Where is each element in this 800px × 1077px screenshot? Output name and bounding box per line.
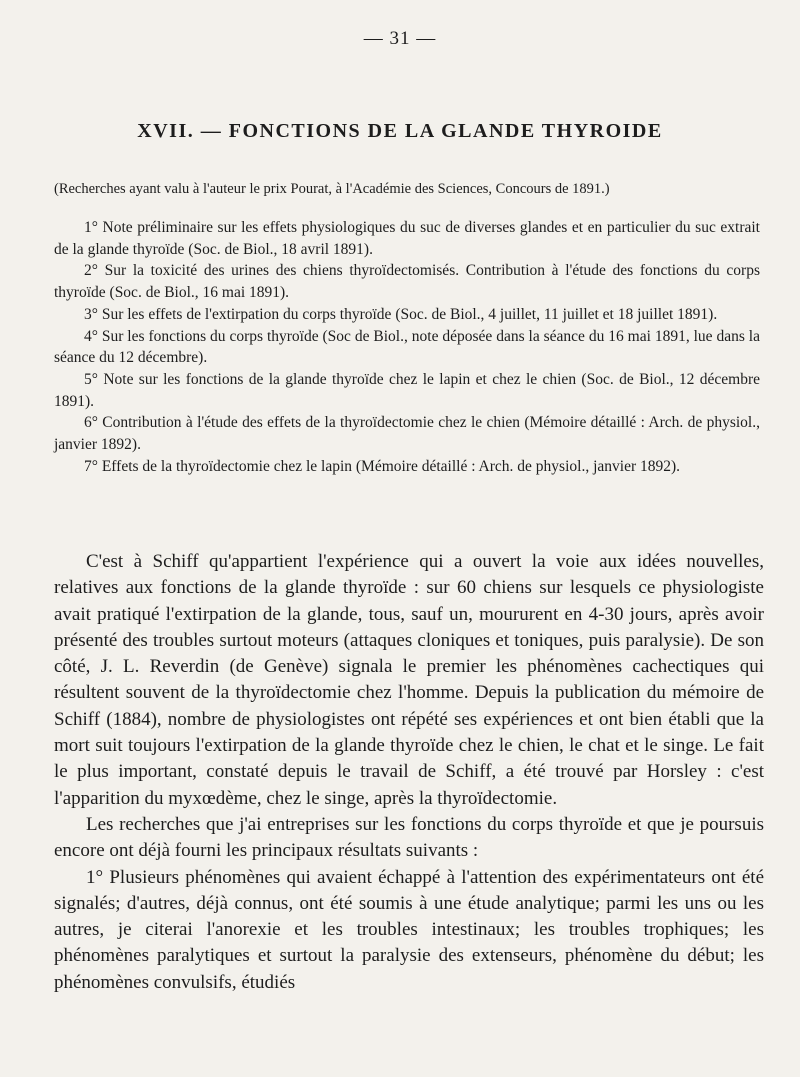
publication-item: 2° Sur la toxicité des urines des chiens thyroïdectomisés. Contribution à l'étude des fonctions du corps thyroïde (Soc. de Biol., 16 mai 1891). (54, 262, 760, 302)
page-number: — 31 — (363, 28, 437, 49)
publication-list (54, 217, 760, 477)
publication-item: 6° Contribution à l'étude des effets de la thyroïdectomie chez le chien (Mémoire détaillé : Arch. de physiol., janvier 1892). (54, 414, 760, 454)
publication-item: 3° Sur les effets de l'extirpation du corps thyroïde (Soc. de Biol., 4 juillet, 11 juillet et 18 juillet 1891). (84, 305, 718, 323)
body-paragraph: 1° Plusieurs phénomènes qui avaient échappé à l'attention des expérimentateurs ont été signalés; d'autres, déjà connus, ont été soumis à une étude analytique; parmi les uns ou les autres, je citerai l'anorexie et les troubles intestinaux; les troubles trophiques; les phénomènes paralytiques et surtout la paralysie des extenseurs, phénomène du début; les phénomènes convulsifs, étudiés (54, 866, 764, 993)
publication-item: 4° Sur les fonctions du corps thyroïde (Soc de Biol., note déposée dans la séance du 16 mai 1891, lue dans la séance du 12 décembre). (54, 327, 760, 367)
publication-item: 5° Note sur les fonctions de la glande thyroïde chez le lapin et chez le chien (Soc. de Biol., 12 décembre 1891). (54, 370, 760, 410)
publication-item: 1° Note préliminaire sur les effets physiologiques du suc de diverses glandes et en particulier du suc extrait de la glande thyroïde (Soc. de Biol., 18 avril 1891). (54, 219, 760, 258)
body-paragraph: Les recherches que j'ai entreprises sur les fonctions du corps thyroïde et que je poursuis encore ont déjà fourni les principaux résultats suivants : (54, 813, 764, 862)
publication-item: 7° Effets de la thyroïdectomie chez le lapin (Mémoire détaillé : Arch. de physiol., janvier 1892). (84, 457, 681, 475)
section-heading: XVII. — FONCTIONS DE LA GLANDE THYROIDE (137, 120, 663, 142)
body-paragraph: C'est à Schiff qu'appartient l'expérience qui a ouvert la voie aux idées nouvelles, relatives aux fonctions de la glande thyroïde : sur 60 chiens sur lesquels ce physiologiste avait pratiqué l'extirpation de la glande, tous, sauf un, moururent en 4-30 jours, après avoir présenté des troubles surtout moteurs (attaques cloniques et toniques, puis paralysie). De son côté, J. L. Reverdin (de Genève) signala le premier les phénomènes cachectiques qui résultent souvent de la thyroïdectomie chez l'homme. Depuis la publication du mémoire de Schiff (1884), nombre de physiologistes ont répété ses expériences et ont bien établi que la mort suit toujours l'extirpation de la glande thyroïde chez le chien, le chat et le singe. Le fait le plus important, constaté depuis le travail de Schiff, a été trouvé par Horsley : c'est l'apparition du myxœdème, chez le singe, après la thyroïdectomie. (54, 551, 764, 809)
section-subtitle: (Recherches ayant valu à l'auteur le prix Pourat, à l'Académie des Sciences, Concours de 1891.) (54, 181, 610, 197)
body-text (54, 549, 764, 996)
